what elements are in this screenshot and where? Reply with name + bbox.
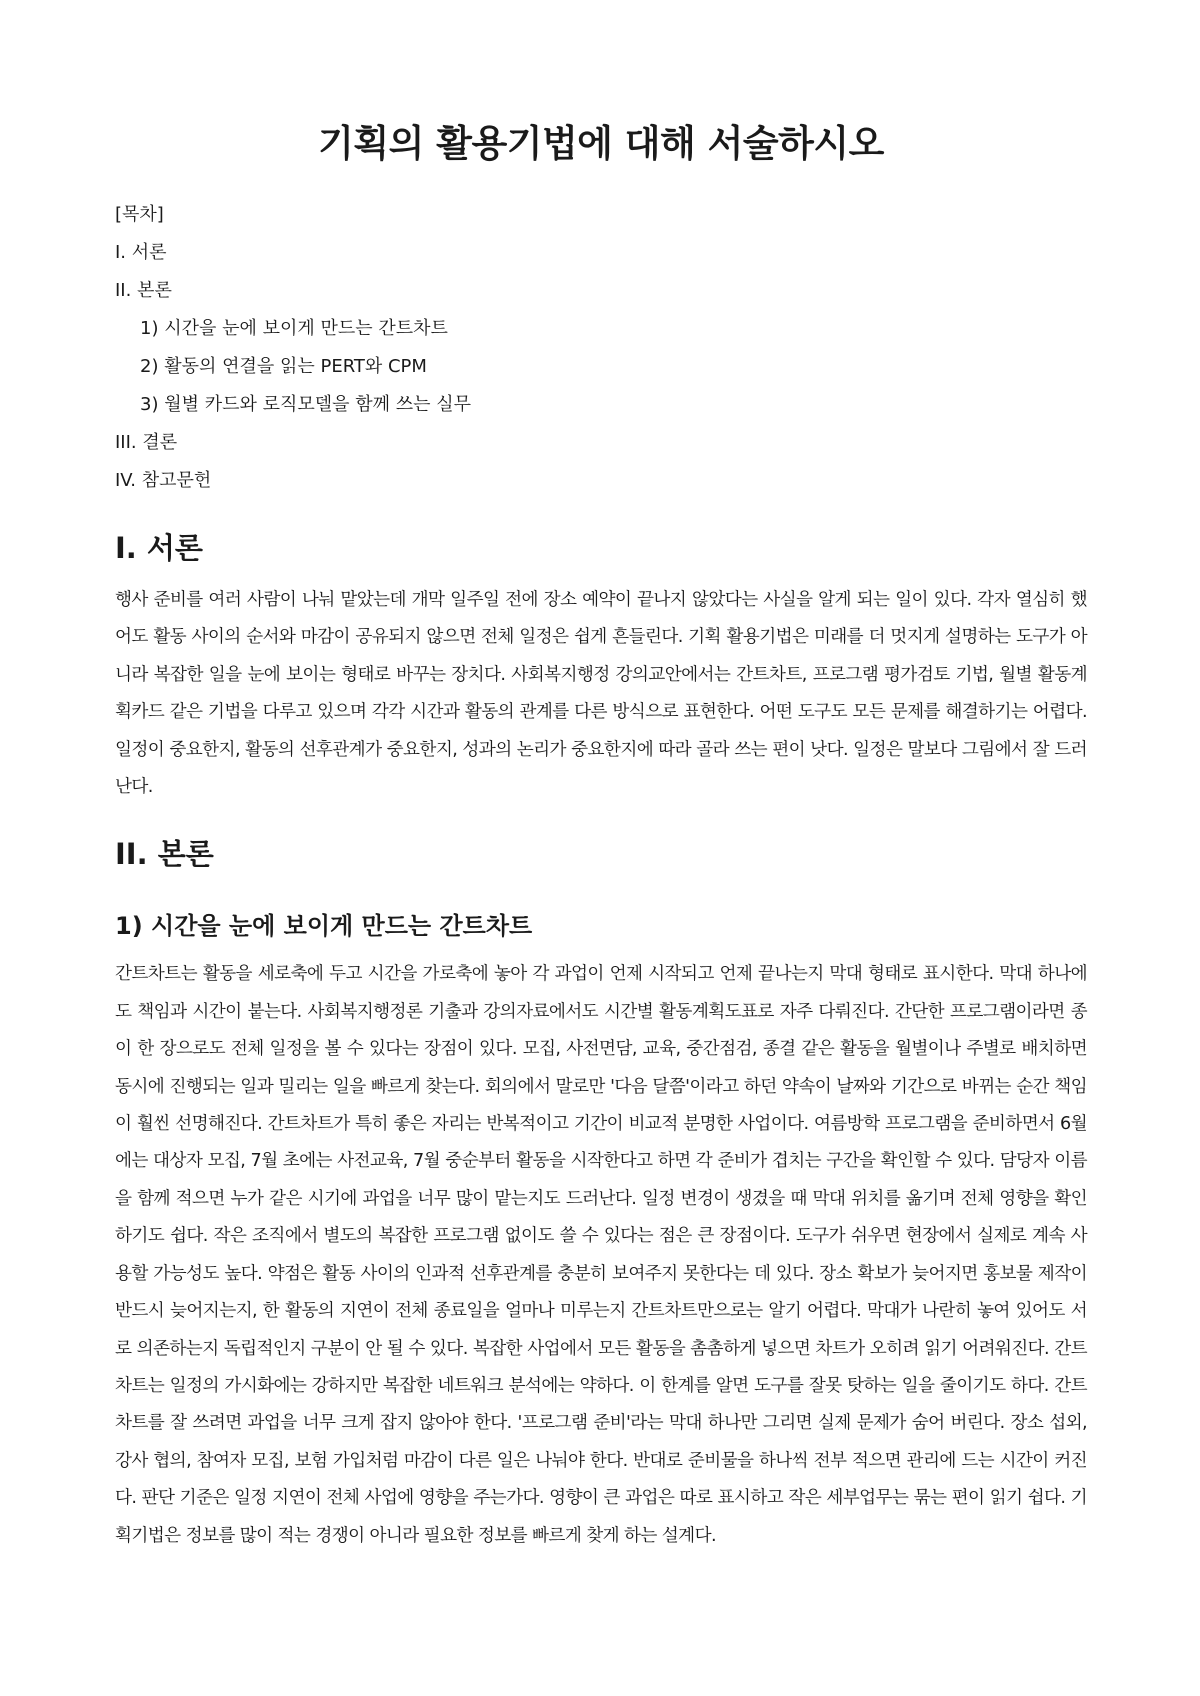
gantt-chart-subheading: 1) 시간을 눈에 보이게 만드는 간트차트	[115, 912, 533, 941]
toc-item-body: II. 본론	[115, 280, 172, 301]
introduction-heading: I. 서론	[115, 531, 203, 565]
table-of-contents	[115, 196, 1087, 500]
body-heading: II. 본론	[115, 837, 214, 872]
toc-item-gantt-chart: 1) 시간을 눈에 보이게 만드는 간트차트	[140, 318, 448, 339]
toc-heading: [목차]	[115, 204, 164, 225]
toc-item-monthly-card-logic-model: 3) 월별 카드와 로직모델을 함께 쓰는 실무	[140, 394, 472, 415]
toc-item-pert-cpm: 2) 활동의 연결을 읽는 PERT와 CPM	[140, 356, 427, 377]
body-section	[115, 830, 1087, 1555]
toc-item-references: IV. 참고문헌	[115, 470, 212, 491]
document-title: 기획의 활용기법에 대해 서술하시오	[318, 122, 884, 165]
toc-item-conclusion: III. 결론	[115, 432, 178, 453]
toc-item-introduction: I. 서론	[115, 242, 167, 263]
introduction-paragraph: 행사 준비를 여러 사람이 나눠 맡았는데 개막 일주일 전에 장소 예약이 끝나지 않았다는 사실을 알게 되는 일이 있다. 각자 열심히 했어도 활동 사이의 순서와 마감이 공유되지 않으면 전체 일정은 쉽게 흔들린다. 기획 활용기법은 미래를 더 멋지게 설명하는 도구가 아니라 복잡한 일을 눈에 보이는 형태로 바꾸는 장치다. 사회복지행정 강의교안에서는 간트차트, 프로그램 평가검토 기법, 월별 활동계획카드 같은 기법을 다루고 있으며 각각 시간과 활동의 관계를 다른 방식으로 표현한다. 어떤 도구도 모든 문제를 해결하기는 어렵다. 일정이 중요한지, 활동의 선후관계가 중요한지, 성과의 논리가 중요한지에 따라 골라 쓰는 편이 낫다. 일정은 말보다 그림에서 잘 드러난다.	[115, 590, 1087, 798]
introduction-section	[115, 524, 1087, 806]
gantt-chart-paragraph: 간트차트는 활동을 세로축에 두고 시간을 가로축에 놓아 각 과업이 언제 시작되고 언제 끝나는지 막대 형태로 표시한다. 막대 하나에도 책임과 시간이 붙는다. 사회복지행정론 기출과 강의자료에서도 시간별 활동계획도표로 자주 다뤄진다. 간단한 프로그램이라면 종이 한 장으로도 전체 일정을 볼 수 있다는 장점이 있다. 모집, 사전면담, 교육, 중간점검, 종결 같은 활동을 월별이나 주별로 배치하면 동시에 진행되는 일과 밀리는 일을 빠르게 찾는다. 회의에서 말로만 '다음 달쯤'이라고 하던 약속이 날짜와 기간으로 바뀌는 순간 책임이 훨씬 선명해진다. 간트차트가 특히 좋은 자리는 반복적이고 기간이 비교적 분명한 사업이다. 여름방학 프로그램을 준비하면서 6월에는 대상자 모집, 7월 초에는 사전교육, 7월 중순부터 활동을 시작한다고 하면 각 준비가 겹치는 구간을 확인할 수 있다. 담당자 이름을 함께 적으면 누가 같은 시기에 과업을 너무 많이 맡는지도 드러난다. 일정 변경이 생겼을 때 막대 위치를 옮기며 전체 영향을 확인하기도 쉽다. 작은 조직에서 별도의 복잡한 프로그램 없이도 쓸 수 있다는 점은 큰 장점이다. 도구가 쉬우면 현장에서 실제로 계속 사용할 가능성도 높다. 약점은 활동 사이의 인과적 선후관계를 충분히 보여주지 못한다는 데 있다. 장소 확보가 늦어지면 홍보물 제작이 반드시 늦어지는지, 한 활동의 지연이 전체 종료일을 얼마나 미루는지 간트차트만으로는 알기 어렵다. 막대가 나란히 놓여 있어도 서로 의존하는지 독립적인지 구분이 안 될 수 있다. 복잡한 사업에서 모든 활동을 촘촘하게 넣으면 차트가 오히려 읽기 어려워진다. 간트차트는 일정의 가시화에는 강하지만 복잡한 네트워크 분석에는 약하다. 이 한계를 알면 도구를 잘못 탓하는 일을 줄이기도 하다. 간트차트를 잘 쓰려면 과업을 너무 크게 잡지 않아야 한다. '프로그램 준비'라는 막대 하나만 그리면 실제 문제가 숨어 버린다. 장소 섭외, 강사 협의, 참여자 모집, 보험 가입처럼 마감이 다른 일은 나눠야 한다. 반대로 준비물을 하나씩 전부 적으면 관리에 드는 시간이 커진다. 판단 기준은 일정 지연이 전체 사업에 영향을 주는가다. 영향이 큰 과업은 따로 표시하고 작은 세부업무는 묶는 편이 읽기 쉽다. 기획기법은 정보를 많이 적는 경쟁이 아니라 필요한 정보를 빠르게 찾게 하는 설계다.	[115, 964, 1087, 1546]
